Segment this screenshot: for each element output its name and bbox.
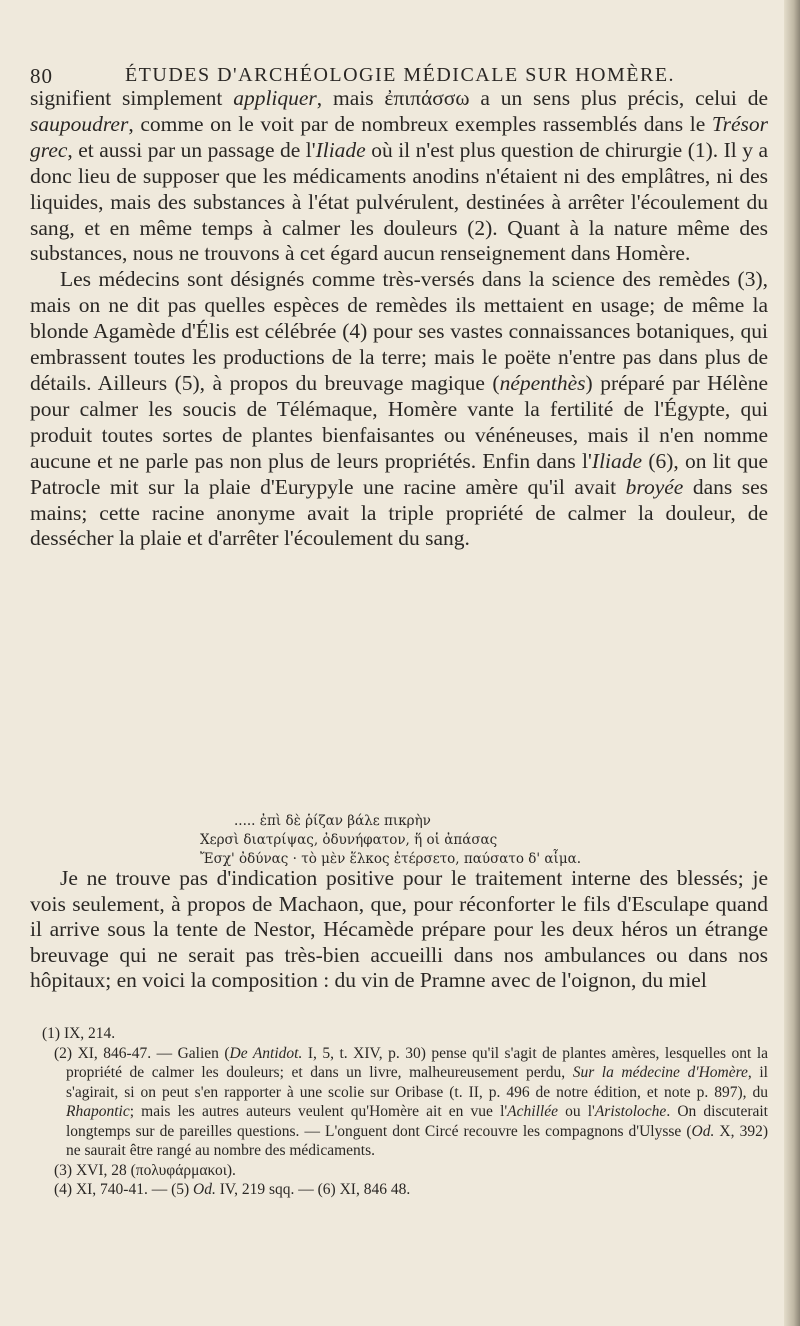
page-edge-shadow: [784, 0, 800, 1326]
quote-line-2: Χερσὶ διατρίψας, ὀδυνήφατον, ἥ οἱ ἀπάσας: [200, 832, 498, 848]
quote-line-3: Ἔσχ' ὀδύνας · τὸ μὲν ἕλκος ἐτέρσετο, παύσατο δ' αἷμα.: [200, 851, 582, 867]
footnote-2: (2) XI, 846-47. — Galien (De Antidot. I, 5, t. XIV, p. 30) pense qu'il s'agit de plantes amères, lesquelles ont la propriété de calmer les douleurs; et dans un livre, malheureusement perdu, Sur la médecine d'Homère, il s'agirait, si on peut s'en rapporter à une scolie sur Oribase (t. II, p. 496 de notre édition, et note p. 897), du Rhapontic; mais les autres auteurs veulent qu'Homère ait en vue l'Achillée ou l'Aristoloche. On discuterait longtemps sur de pareilles questions. — L'onguent dont Circé recouvre les compagnons d'Ulysse (Od. X, 392) ne saurait être rangé au nombre des médicaments.: [54, 1044, 769, 1159]
footnotes: [42, 1024, 769, 1200]
paragraph-3: Je ne trouve pas d'indication positive pour le traitement interne des blessés; je vois seulement, à propos de Machaon, que, pour réconforter le fils d'Esculape quand il arrive sous la tente de Nestor, Hécamède prépare pour les deux héros un étrange breuvage qui ne serait pas très-bien accueilli dans nos ambulances ou dans nos hôpitaux; en voici la composition : du vin de Pramne avec de l'oignon, du miel: [30, 866, 768, 992]
paragraph-1: signifient simplement appliquer, mais ἐπιπάσσω a un sens plus précis, celui de saupoudrer, comme on le voit par de nombreux exemples rassemblés dans le Trésor grec, et aussi par un passage de l'Iliade où il n'est plus question de chirurgie (1). Il y a donc lieu de supposer que les médicaments anodins n'étaient ni des emplâtres, ni des liquides, mais des substances à l'état pulvérulent, destinées à arrêter l'écoulement du sang, et en même temps à calmer les douleurs (2). Quant à la nature même des substances, nous ne trouvons à cet égard aucun renseignement dans Homère.: [30, 86, 769, 266]
main-text: [30, 86, 768, 552]
greek-quotation: [200, 812, 720, 869]
quote-line-1: ..... ἐπὶ δὲ ῥίζαν βάλε πικρὴν: [234, 813, 431, 829]
footnote-3: (3) XVI, 28 (πολυφάρμακοι).: [54, 1161, 236, 1179]
running-title: ÉTUDES D'ARCHÉOLOGIE MÉDICALE SUR HOMÈRE.: [124, 64, 676, 86]
footnote-1: (1) IX, 214.: [42, 1025, 116, 1042]
footnote-4-5-6: (4) XI, 740-41. — (5) Od. IV, 219 sqq. — (6) XI, 846 48.: [54, 1181, 411, 1198]
paragraph-2: Les médecins sont désignés comme très-versés dans la science des remèdes (3), mais on ne dit pas quelles espèces de remèdes ils mettaient en usage; de même la blonde Agamède d'Élis est célébrée (4) pour ses vastes connaissances botaniques, qui embrassent toutes les productions de la terre; mais le poëte n'entre pas dans plus de détails. Ailleurs (5), à propos du breuvage magique (népenthès) préparé par Hélène pour calmer les soucis de Télémaque, Homère vante la fertilité de l'Égypte, qui produit toutes sortes de plantes bienfaisantes ou vénéneuses, mais il n'en nomme aucune et ne parle pas non plus de leurs propriétés. Enfin dans l'Iliade (6), on lit que Patrocle mit sur la plaie d'Eurypyle une racine amère qu'il avait broyée dans ses mains; cette racine anonyme avait la triple propriété de calmer la douleur, de dessécher la plaie et d'arrêter l'écoulement du sang.: [30, 267, 769, 551]
main-text-continued: [30, 866, 768, 994]
page-number: 80: [30, 64, 53, 88]
